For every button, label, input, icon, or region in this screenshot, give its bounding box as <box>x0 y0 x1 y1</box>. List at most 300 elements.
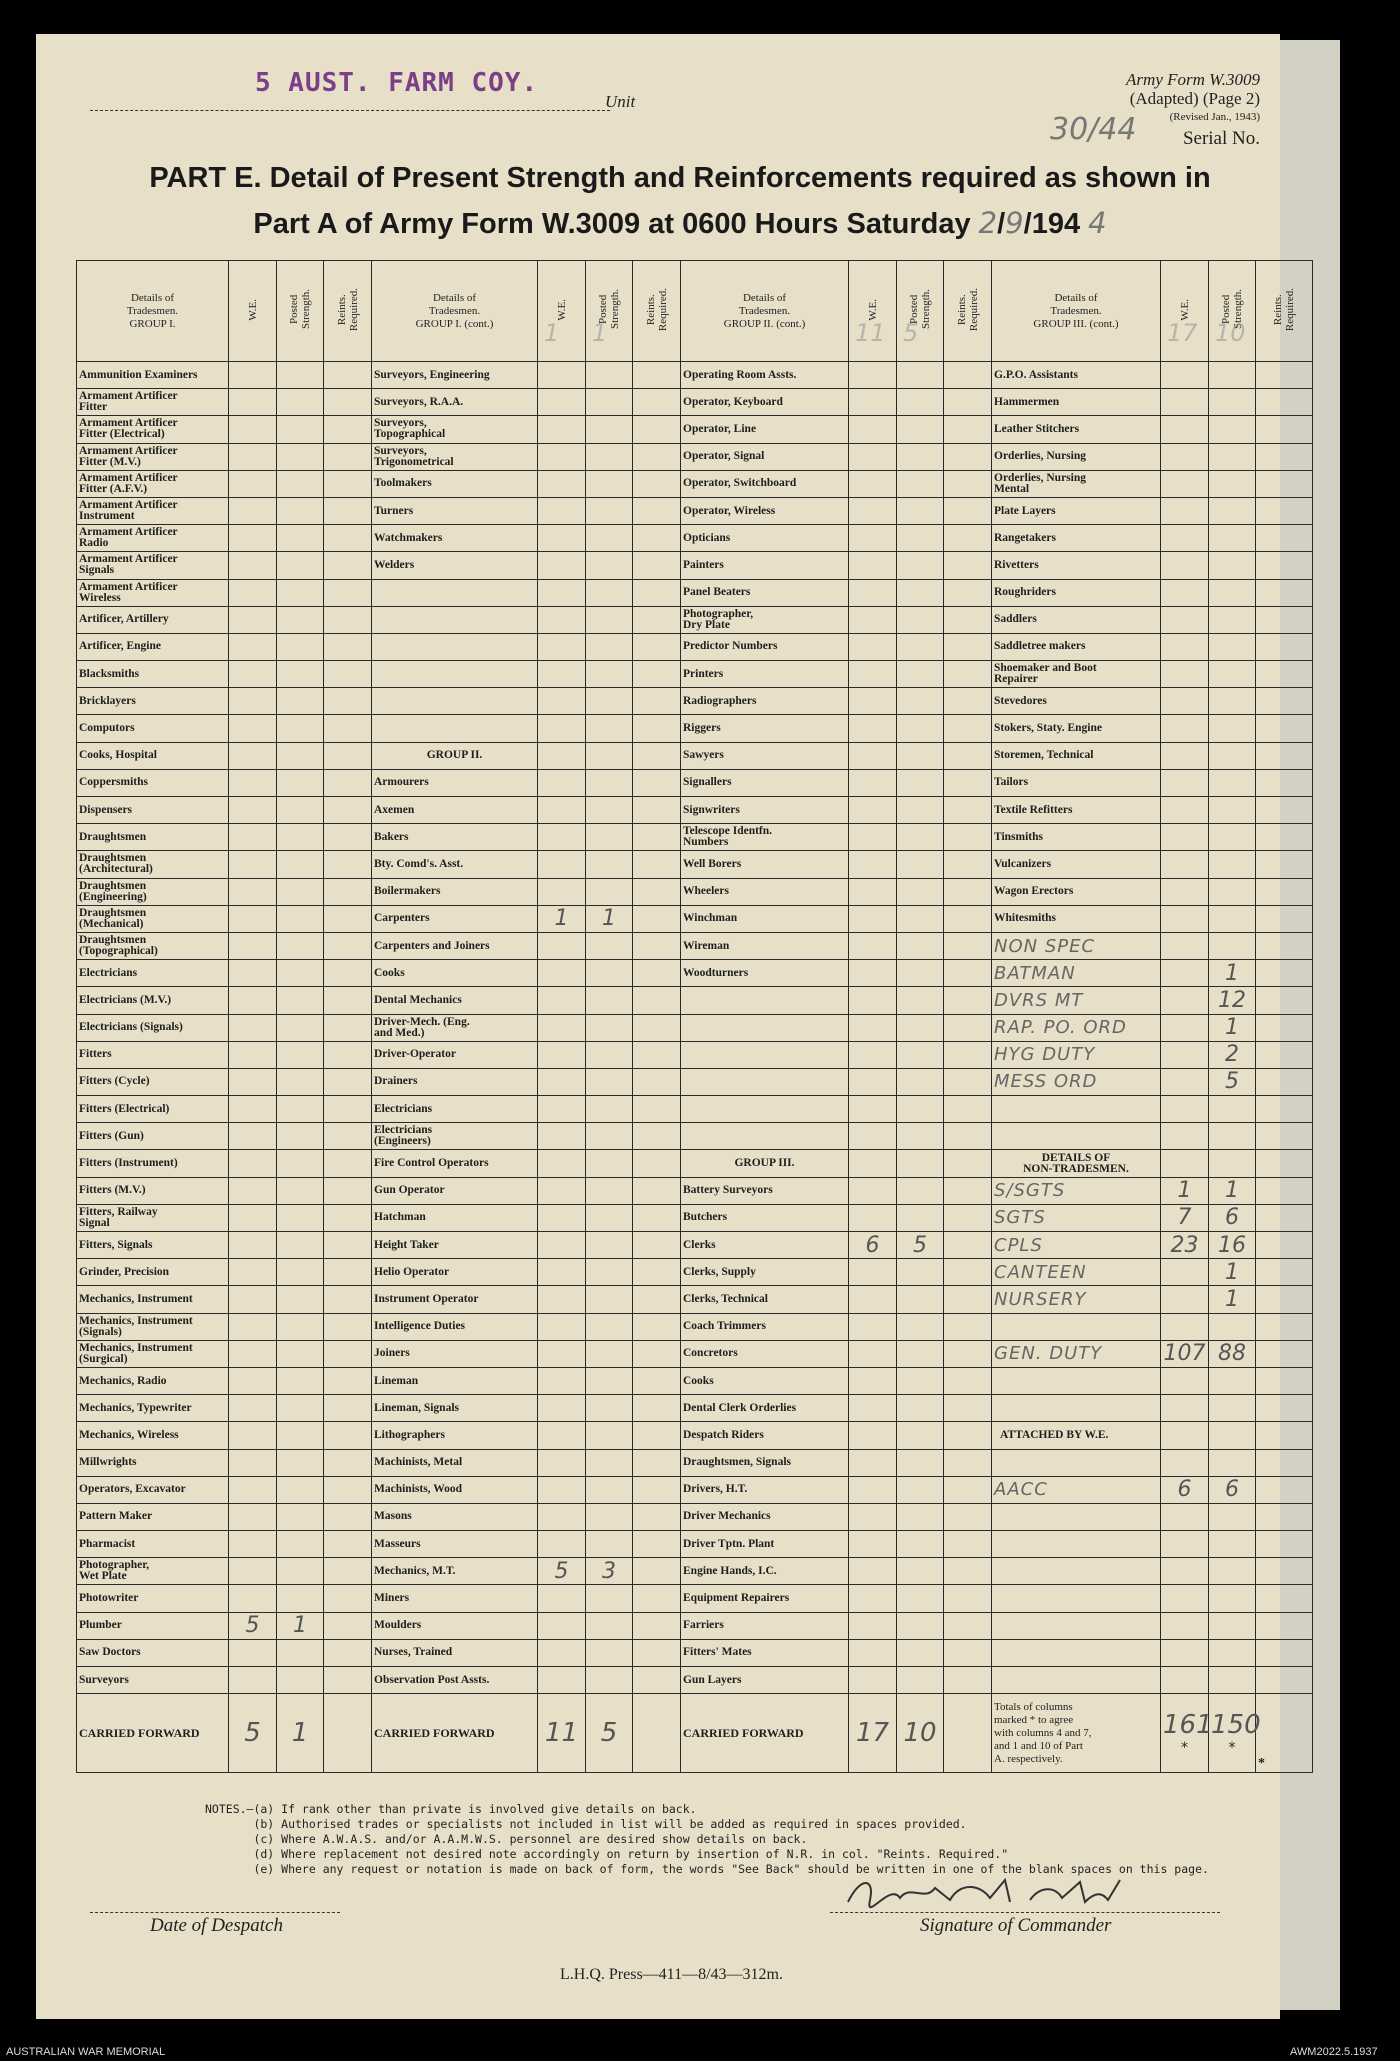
trade-name: Surveyors, Engineering <box>372 362 538 389</box>
we-value <box>229 824 277 851</box>
reints-value <box>324 1558 372 1585</box>
table-row <box>77 1585 1313 1612</box>
serial-handwritten: 30/44 <box>1050 112 1137 147</box>
column-header-reints <box>944 261 992 362</box>
we-value <box>1161 960 1209 987</box>
reints-value <box>324 1531 372 1558</box>
reints-value <box>1256 1068 1313 1095</box>
posted-value: 1 <box>1209 960 1256 987</box>
reints-value <box>633 443 681 470</box>
reints-value <box>944 797 992 824</box>
trade-name: Ammunition Examiners <box>77 362 229 389</box>
posted-value: 1 <box>277 1612 324 1639</box>
table-row <box>77 1531 1313 1558</box>
trade-name: Well Borers <box>681 851 849 878</box>
table-row <box>77 389 1313 416</box>
we-value <box>538 851 586 878</box>
reints-value <box>1256 1259 1313 1286</box>
we-value <box>229 1449 277 1476</box>
we-value <box>1161 661 1209 688</box>
reints-value <box>944 525 992 552</box>
column-header-we <box>1161 261 1209 362</box>
reints-value <box>1256 552 1313 579</box>
posted-value <box>586 525 633 552</box>
trade-name: Armament Artificer Wireless <box>77 579 229 606</box>
reints-value <box>324 769 372 796</box>
posted-value <box>897 633 944 660</box>
trade-name: Lithographers <box>372 1422 538 1449</box>
trade-name: Sawyers <box>681 742 849 769</box>
we-value <box>229 389 277 416</box>
trade-name: Coppersmiths <box>77 769 229 796</box>
we-value <box>229 1232 277 1259</box>
trade-name: G.P.O. Assistants <box>992 362 1161 389</box>
posted-value <box>586 797 633 824</box>
trade-name: Draughtsmen (Architectural) <box>77 851 229 878</box>
table-row <box>77 1449 1313 1476</box>
trade-name: Artificer, Artillery <box>77 606 229 633</box>
trade-name: Drivers, H.T. <box>681 1476 849 1503</box>
column-header-label: W.E. <box>246 298 259 321</box>
trade-name: Riggers <box>681 715 849 742</box>
non-tradesman-entry: GEN. DUTY <box>992 1340 1161 1367</box>
trade-name: Operator, Line <box>681 416 849 443</box>
posted-value <box>586 1123 633 1150</box>
trade-name <box>992 1313 1161 1340</box>
we-value <box>538 470 586 497</box>
reints-value <box>1256 851 1313 878</box>
posted-value <box>586 851 633 878</box>
trade-name <box>372 606 538 633</box>
we-value <box>1161 1449 1209 1476</box>
reints-value <box>1256 470 1313 497</box>
table-row <box>77 497 1313 524</box>
reints-value <box>1256 1639 1313 1666</box>
reints-value <box>1256 1096 1313 1123</box>
reints-value <box>324 389 372 416</box>
we-value <box>538 1177 586 1204</box>
trade-name: Grinder, Precision <box>77 1259 229 1286</box>
reints-value <box>633 1150 681 1177</box>
posted-value <box>897 1150 944 1177</box>
reints-value <box>944 1014 992 1041</box>
reints-value <box>324 1395 372 1422</box>
table-row <box>77 1422 1313 1449</box>
posted-value <box>897 1367 944 1394</box>
posted-value <box>586 497 633 524</box>
posted-value <box>897 416 944 443</box>
table-row <box>77 1096 1313 1123</box>
posted-value <box>1209 606 1256 633</box>
trade-name: Intelligence Duties <box>372 1313 538 1340</box>
posted-value <box>586 1014 633 1041</box>
we-value <box>229 1204 277 1231</box>
posted-value <box>897 1639 944 1666</box>
trade-name: Textile Refitters <box>992 797 1161 824</box>
posted-value <box>277 960 324 987</box>
reints-value <box>1256 1422 1313 1449</box>
trade-name: Draughtsmen (Engineering) <box>77 878 229 905</box>
trade-name: Opticians <box>681 525 849 552</box>
we-value <box>849 1367 897 1394</box>
reints-value <box>324 1041 372 1068</box>
column-header-label: Reints. Required. <box>1272 287 1296 332</box>
reints-value <box>633 470 681 497</box>
we-value <box>538 1476 586 1503</box>
posted-value <box>586 1585 633 1612</box>
trade-name: Shoemaker and Boot Repairer <box>992 661 1161 688</box>
posted-value: 3 <box>586 1558 633 1585</box>
posted-value <box>1209 579 1256 606</box>
form-line-3: (Revised Jan., 1943) <box>1169 111 1260 123</box>
table-row <box>77 1612 1313 1639</box>
we-value <box>1161 1313 1209 1340</box>
trade-name: Armament Artificer Instrument <box>77 497 229 524</box>
reints-value <box>1256 606 1313 633</box>
table-row <box>77 362 1313 389</box>
trade-name: Toolmakers <box>372 470 538 497</box>
reints-value <box>324 633 372 660</box>
trade-name <box>372 661 538 688</box>
posted-value <box>277 932 324 959</box>
reints-value <box>1256 443 1313 470</box>
posted-value <box>897 1340 944 1367</box>
non-tradesman-entry: BATMAN <box>992 960 1161 987</box>
we-value <box>1161 470 1209 497</box>
trade-name: Wagon Erectors <box>992 878 1161 905</box>
posted-value: 1 <box>586 905 633 932</box>
reints-value <box>633 1585 681 1612</box>
trade-name: Roughriders <box>992 579 1161 606</box>
reints-value <box>944 1068 992 1095</box>
we-value <box>1161 416 1209 443</box>
reints-value <box>1256 1177 1313 1204</box>
posted-value <box>277 1014 324 1041</box>
posted-value <box>277 443 324 470</box>
we-value <box>229 932 277 959</box>
posted-value <box>586 1259 633 1286</box>
column-header-label: Reints. Required. <box>955 287 980 332</box>
we-value <box>538 443 586 470</box>
trade-name: Butchers <box>681 1204 849 1231</box>
posted-value <box>1209 1585 1256 1612</box>
reints-value <box>633 1177 681 1204</box>
trade-name: Winchman <box>681 905 849 932</box>
reints-value <box>944 987 992 1014</box>
reints-value <box>633 416 681 443</box>
reints-value <box>1256 1585 1313 1612</box>
we-value <box>538 1068 586 1095</box>
reints-value <box>1256 769 1313 796</box>
posted-value: 5 <box>897 1232 944 1259</box>
we-value: 1 <box>1161 1177 1209 1204</box>
reints-value <box>1256 1123 1313 1150</box>
group-heading: ATTACHED BY W.E. <box>992 1422 1161 1449</box>
posted-value <box>586 1367 633 1394</box>
posted-value <box>586 769 633 796</box>
reints-value <box>633 1068 681 1095</box>
we-value <box>229 1367 277 1394</box>
we-value <box>849 1286 897 1313</box>
reints-value <box>633 1313 681 1340</box>
reints-value <box>324 1313 372 1340</box>
trade-name: Woodturners <box>681 960 849 987</box>
reints-value <box>324 443 372 470</box>
total-we-value: 161 <box>1163 1710 1213 1741</box>
posted-value <box>897 470 944 497</box>
column-header-posted <box>897 261 944 362</box>
reints-value <box>324 552 372 579</box>
we-value <box>538 606 586 633</box>
column-header-label: W.E. <box>1178 298 1191 321</box>
posted-value <box>897 1585 944 1612</box>
we-value <box>1161 1041 1209 1068</box>
posted-value <box>1209 661 1256 688</box>
posted-value <box>1209 1367 1256 1394</box>
posted-value <box>277 1531 324 1558</box>
we-value <box>538 1531 586 1558</box>
we-value <box>538 1096 586 1123</box>
we-value <box>229 797 277 824</box>
signature-line <box>830 1912 1220 1913</box>
non-tradesman-entry: MESS ORD <box>992 1068 1161 1095</box>
trade-name: Engine Hands, I.C. <box>681 1558 849 1585</box>
trade-name: Axemen <box>372 797 538 824</box>
posted-value <box>277 1449 324 1476</box>
reints-value <box>1256 1313 1313 1340</box>
trade-name: Rangetakers <box>992 525 1161 552</box>
posted-value <box>586 1667 633 1694</box>
trade-name: Driver Tptn. Plant <box>681 1531 849 1558</box>
posted-value <box>277 362 324 389</box>
trade-name: Printers <box>681 661 849 688</box>
we-value <box>849 497 897 524</box>
header-handwritten-figure: 1 <box>592 319 608 347</box>
trade-name: Driver-Operator <box>372 1041 538 1068</box>
table-row <box>77 905 1313 932</box>
posted-value: 12 <box>1209 987 1256 1014</box>
posted-value <box>277 1177 324 1204</box>
reints-value <box>944 932 992 959</box>
reints-value <box>633 1204 681 1231</box>
reints-value <box>633 1286 681 1313</box>
strength-table <box>76 260 1313 1773</box>
posted-value <box>1209 905 1256 932</box>
trade-name: Armament Artificer Fitter (A.F.V.) <box>77 470 229 497</box>
posted-value <box>586 1096 633 1123</box>
reints-value <box>633 606 681 633</box>
table-row <box>77 1476 1313 1503</box>
posted-value <box>897 362 944 389</box>
trade-name: Height Taker <box>372 1232 538 1259</box>
trade-name: Electricians <box>77 960 229 987</box>
reints-value <box>324 742 372 769</box>
column-header-label: Reints. Required. <box>644 287 669 332</box>
group-heading: GROUP II. <box>372 742 538 769</box>
reints-value <box>633 1422 681 1449</box>
reints-value <box>324 362 372 389</box>
trade-name: Operator, Keyboard <box>681 389 849 416</box>
table-row <box>77 1204 1313 1231</box>
trade-name: Surveyors, Trigonometrical <box>372 443 538 470</box>
posted-value <box>277 416 324 443</box>
we-value <box>849 987 897 1014</box>
we-value <box>538 1395 586 1422</box>
posted-value <box>277 1123 324 1150</box>
posted-value <box>277 797 324 824</box>
reints-value <box>633 1667 681 1694</box>
posted-value <box>586 932 633 959</box>
column-header-posted <box>1209 261 1256 362</box>
reints-value <box>633 932 681 959</box>
cf-posted-2: 5 <box>586 1694 633 1773</box>
we-value <box>538 552 586 579</box>
posted-value <box>277 389 324 416</box>
trade-name: Saw Doctors <box>77 1639 229 1666</box>
we-value <box>1161 1259 1209 1286</box>
posted-value <box>277 1395 324 1422</box>
we-value <box>538 1585 586 1612</box>
we-value <box>229 1096 277 1123</box>
posted-value <box>1209 633 1256 660</box>
posted-value <box>586 1503 633 1530</box>
trade-name <box>372 633 538 660</box>
group-heading: DETAILS OF NON-TRADESMEN. <box>992 1150 1161 1177</box>
trade-name: Pharmacist <box>77 1531 229 1558</box>
column-header-we <box>849 261 897 362</box>
trade-name: Tailors <box>992 769 1161 796</box>
totals-note: Totals of columns marked * to agree with columns 4 and 7, and 1 and 10 of Part A. respectively. <box>992 1694 1161 1773</box>
reints-value <box>324 932 372 959</box>
we-value <box>1161 987 1209 1014</box>
reints-value <box>324 1096 372 1123</box>
table-row <box>77 470 1313 497</box>
trade-name <box>992 1367 1161 1394</box>
reints-value <box>944 1259 992 1286</box>
we-value <box>229 525 277 552</box>
posted-value <box>277 824 324 851</box>
reints-value <box>633 1096 681 1123</box>
we-value <box>849 1585 897 1612</box>
trade-name: Machinists, Metal <box>372 1449 538 1476</box>
reints-value <box>1256 1503 1313 1530</box>
trade-name: Hatchman <box>372 1204 538 1231</box>
posted-value <box>277 579 324 606</box>
we-value <box>538 661 586 688</box>
posted-value <box>897 1422 944 1449</box>
trade-name: Mechanics, M.T. <box>372 1558 538 1585</box>
we-value <box>229 1068 277 1095</box>
trade-name: Orderlies, Nursing <box>992 443 1161 470</box>
we-value <box>1161 497 1209 524</box>
trade-name: Telescope Identfn. Numbers <box>681 824 849 851</box>
column-header-posted <box>586 261 633 362</box>
we-value <box>1161 769 1209 796</box>
trade-name: Watchmakers <box>372 525 538 552</box>
reints-value <box>633 1558 681 1585</box>
posted-value <box>1209 1422 1256 1449</box>
reints-value <box>944 661 992 688</box>
trade-name: Mechanics, Instrument <box>77 1286 229 1313</box>
posted-value <box>277 688 324 715</box>
trade-name: Machinists, Wood <box>372 1476 538 1503</box>
table-row <box>77 715 1313 742</box>
posted-value <box>897 443 944 470</box>
posted-value: 16 <box>1209 1232 1256 1259</box>
we-value <box>1161 362 1209 389</box>
reints-value <box>944 1367 992 1394</box>
trade-name: Carpenters and Joiners <box>372 932 538 959</box>
column-header-label: Reints. Required. <box>335 287 360 332</box>
reints-value <box>944 1639 992 1666</box>
unit-stamp: 5 AUST. FARM COY. <box>255 68 539 98</box>
we-value <box>538 1232 586 1259</box>
trade-name: Storemen, Technical <box>992 742 1161 769</box>
posted-value <box>1209 1395 1256 1422</box>
posted-value <box>897 688 944 715</box>
trade-name: Coach Trimmers <box>681 1313 849 1340</box>
we-value <box>1161 715 1209 742</box>
trade-name: Drainers <box>372 1068 538 1095</box>
cf-reints-1 <box>324 1694 372 1773</box>
trade-name: Electricians (M.V.) <box>77 987 229 1014</box>
reints-value <box>1256 1667 1313 1694</box>
posted-value <box>277 1639 324 1666</box>
cf-posted-3: 10 <box>897 1694 944 1773</box>
reints-value <box>944 1286 992 1313</box>
posted-value <box>586 742 633 769</box>
trade-name <box>992 1503 1161 1530</box>
we-value <box>1161 525 1209 552</box>
trade-name: Surveyors, R.A.A. <box>372 389 538 416</box>
table-row <box>77 606 1313 633</box>
trade-name: Rivetters <box>992 552 1161 579</box>
reints-value <box>1256 579 1313 606</box>
we-value <box>1161 1585 1209 1612</box>
posted-value <box>277 552 324 579</box>
trade-name: Masons <box>372 1503 538 1530</box>
trade-name: Armament Artificer Radio <box>77 525 229 552</box>
reints-value <box>633 987 681 1014</box>
table-row <box>77 552 1313 579</box>
trade-name <box>992 1123 1161 1150</box>
we-value <box>849 1177 897 1204</box>
we-value <box>229 851 277 878</box>
posted-value <box>1209 1667 1256 1694</box>
we-value <box>849 1068 897 1095</box>
reints-value <box>324 1449 372 1476</box>
we-value <box>1161 797 1209 824</box>
posted-value <box>1209 851 1256 878</box>
trade-name: Bricklayers <box>77 688 229 715</box>
posted-value <box>897 1313 944 1340</box>
posted-value <box>277 1503 324 1530</box>
posted-value <box>897 824 944 851</box>
table-row <box>77 1503 1313 1530</box>
we-value <box>538 497 586 524</box>
total-posted <box>1209 1694 1261 1773</box>
we-value <box>538 1313 586 1340</box>
posted-value <box>277 742 324 769</box>
trade-name: Armament Artificer Fitter (M.V.) <box>77 443 229 470</box>
table-row <box>77 1177 1313 1204</box>
trade-name: Dental Mechanics <box>372 987 538 1014</box>
trade-name: Clerks, Technical <box>681 1286 849 1313</box>
reints-value <box>324 1068 372 1095</box>
reints-value <box>1256 1531 1313 1558</box>
reints-value <box>633 389 681 416</box>
reints-value <box>633 497 681 524</box>
